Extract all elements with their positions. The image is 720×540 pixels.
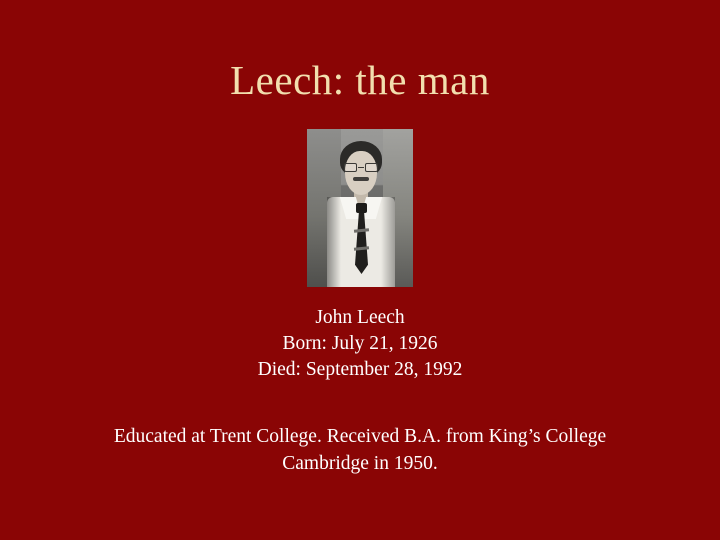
portrait-tie-knot [356, 203, 367, 213]
caption-line: John Leech [315, 307, 405, 328]
slide-body-text: Educated at Trent College. Received B.A. from King’s College Cambridge in 1950. [113, 426, 607, 474]
page-title: Leech: the man [230, 57, 490, 103]
portrait-face [345, 151, 377, 195]
portrait-photo [307, 129, 413, 287]
caption-line: Born: July 21, 1926 [282, 333, 438, 354]
portrait-shadow-left [327, 197, 341, 287]
portrait-mustache [353, 177, 369, 181]
portrait-caption [0, 305, 720, 383]
portrait-lens-left [344, 163, 357, 172]
portrait-glasses-bridge [358, 167, 364, 168]
glasses-icon [344, 163, 378, 172]
portrait-image [307, 129, 413, 287]
portrait-shadow-right [381, 197, 395, 287]
portrait-lens-right [365, 163, 378, 172]
caption-line: Died: September 28, 1992 [257, 359, 463, 380]
